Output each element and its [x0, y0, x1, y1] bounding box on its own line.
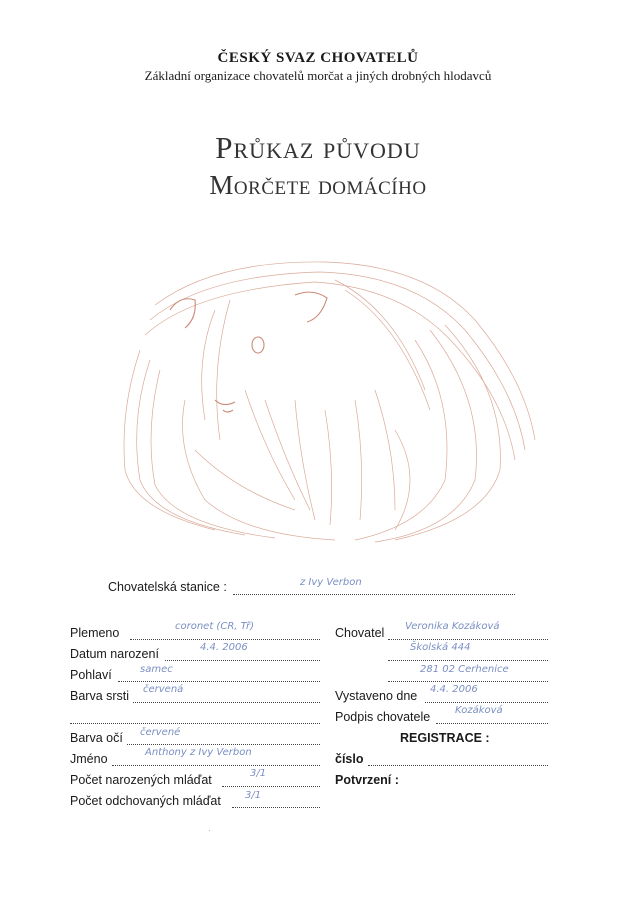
- eye-color-label: Barva očí: [70, 731, 123, 745]
- guinea-pig-illustration: [95, 250, 555, 545]
- birth-date-line: [165, 659, 320, 661]
- born-young-line: [222, 785, 320, 787]
- eye-color-line: [127, 743, 320, 745]
- shown-date-line: [425, 701, 548, 703]
- reared-young-label: Počet odchovaných mláďat: [70, 794, 221, 808]
- confirmation-label: Potvrzení :: [335, 773, 399, 787]
- signature-line: [436, 722, 548, 724]
- name-value: Anthony z Ivy Verbon: [145, 747, 252, 758]
- station-line: [233, 593, 515, 595]
- registration-heading: REGISTRACE :: [400, 731, 490, 745]
- document-title-line2: Morčete domácího: [209, 170, 427, 200]
- address-value-2: 281 02 Cerhenice: [420, 664, 509, 675]
- name-label: Jméno: [70, 752, 108, 766]
- sub-organization: Základní organizace chovatelů morčat a jiných drobných hlodavců: [144, 68, 492, 83]
- shown-date-value: 4.4. 2006: [430, 684, 478, 695]
- reared-young-value: 3/1: [245, 790, 262, 801]
- address-line-1: [388, 659, 548, 661]
- address-value-1: Školská 444: [410, 642, 471, 653]
- station-label: Chovatelská stanice :: [108, 580, 227, 594]
- breeder-label: Chovatel: [335, 626, 385, 640]
- breed-value: coronet (CR, Tř): [175, 621, 254, 632]
- coat-color-line: [133, 701, 320, 703]
- document-title-line1: Průkaz původu: [215, 130, 421, 165]
- birth-date-label: Datum narození: [70, 647, 159, 661]
- breeder-value: Veronika Kozáková: [405, 621, 500, 632]
- coat-color-label: Barva srsti: [70, 689, 130, 703]
- breed-line: [130, 638, 320, 640]
- born-young-value: 3/1: [250, 768, 267, 779]
- reared-young-line: [232, 806, 320, 808]
- breeder-signature-value: Kozáková: [455, 705, 503, 716]
- eye-color-value: červené: [140, 727, 181, 738]
- shown-date-label: Vystaveno dne: [335, 689, 418, 703]
- organization-name: ČESKÝ SVAZ CHOVATELŮ: [217, 50, 419, 66]
- address-line-2: [388, 680, 548, 682]
- registration-number-label: číslo: [335, 752, 364, 766]
- sex-line: [118, 680, 320, 682]
- birth-date-value: 4.4. 2006: [200, 642, 248, 653]
- breeder-line: [388, 638, 548, 640]
- sex-label: Pohlaví: [70, 668, 112, 682]
- station-value: z Ivy Verbon: [300, 577, 362, 588]
- name-line: [112, 764, 320, 766]
- born-young-label: Počet narozených mláďat: [70, 773, 212, 787]
- breeder-signature-label: Podpis chovatele: [335, 710, 431, 724]
- coat-color-extra-line: [70, 722, 320, 724]
- registration-number-line: [368, 764, 548, 766]
- sex-value: samec: [140, 664, 173, 675]
- breed-label: Plemeno: [70, 626, 120, 640]
- scan-speck: ·: [208, 826, 211, 835]
- coat-color-value: červená: [143, 684, 184, 695]
